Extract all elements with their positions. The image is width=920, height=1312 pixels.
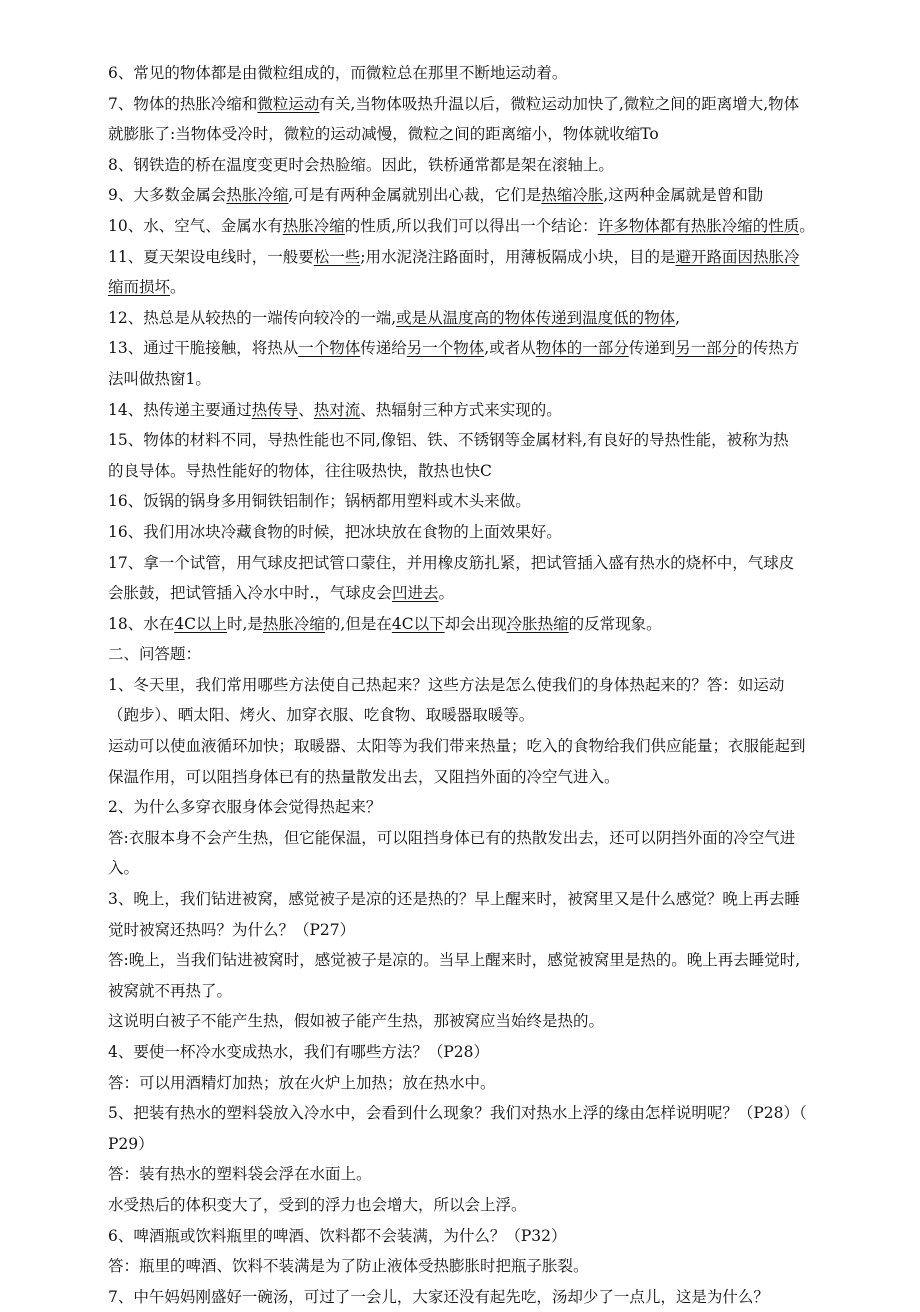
text-line [108, 639, 880, 670]
text-segment: 6、常见的物体都是由微粒组成的，而微粒总在那里不断地运动着。 [108, 64, 568, 82]
text-segment: ,这两种金属就是曾和勖 [603, 186, 764, 205]
text-line [108, 915, 880, 946]
text-segment: 15、物体的材料不同，导热性能也不同,像铝、铁、不锈钢等金属材料,有良好的导热性能，被称为热 [108, 431, 789, 450]
text-line [108, 150, 880, 181]
text-line [108, 945, 880, 976]
text-line [108, 976, 880, 1007]
text-segment: 4、要使一杯冷水变成热水，我们有哪些方法？（P28） [108, 1043, 490, 1061]
text-line [108, 211, 880, 242]
text-segment: 1、冬天里，我们常用哪些方法使自己热起来？这些方法是怎么使我们的身体热起来的？答：如运动 [108, 675, 785, 694]
text-line [108, 180, 880, 211]
underlined-answer: 热胀冷缩 [226, 186, 289, 205]
text-segment: 12、热总是从较热的一端传向较冷的一端, [108, 308, 397, 327]
text-line [108, 425, 880, 456]
text-line [108, 517, 880, 548]
text-line [108, 333, 880, 364]
underlined-answer: 热缩冷胀 [541, 186, 604, 205]
text-segment: 的,但是在 [324, 614, 392, 633]
text-line [108, 89, 880, 120]
text-line [108, 1221, 880, 1252]
underlined-answer: 另一个物体 [406, 339, 485, 358]
text-segment: 13、通过干脆接触，将热从 [108, 339, 299, 358]
text-segment: 传递给 [360, 339, 407, 358]
text-line [108, 1037, 880, 1068]
text-segment: 觉时被窝还热吗？为什么？（P27） [108, 920, 356, 939]
text-segment: 2、为什么多穿衣服身体会觉得热起来？ [108, 798, 382, 817]
text-segment: 16、我们用冰块冷藏食物的时候，把冰块放在食物的上面效果好。 [108, 522, 562, 541]
text-segment: 二、问答题： [108, 645, 202, 664]
text-segment: 3、晚上，我们钻进被窝，感觉被子是凉的还是热的？早上醒来时，被窝里又是什么感觉？晚上再去睡 [108, 890, 800, 909]
text-segment: 时,是 [226, 614, 263, 633]
text-segment: 。 [170, 278, 186, 297]
text-segment: 会胀鼓，把试管插入冷水中时.，气球皮会 [108, 584, 392, 603]
text-segment: 9、大多数金属会 [108, 186, 227, 205]
text-segment: 答:晚上，当我们钻进被窝时，感觉被子是凉的。当早上醒来时，感觉被窝里是热的。晚上再去睡觉时, [108, 951, 801, 970]
text-line [108, 792, 880, 823]
text-line [108, 700, 880, 731]
text-line [108, 364, 880, 395]
text-line [108, 731, 880, 762]
text-segment: 、热辐射三种方式来实现的。 [360, 400, 562, 419]
document-body [108, 58, 880, 1312]
text-segment: 5、把装有热水的塑料袋放入冷水中，会看到什么现象？我们对热水上浮的缘由怎样说明呢？（P28）（ [108, 1104, 807, 1123]
text-segment: 答：瓶里的啤酒、饮料不装满是为了防止液体受热膨胀时把瓶子胀裂。 [108, 1257, 589, 1276]
underlined-answer: 4C以上 [174, 614, 227, 633]
text-segment: , [675, 308, 681, 327]
text-line [108, 486, 880, 517]
text-segment: 答：装有热水的塑料袋会浮在水面上。 [108, 1165, 372, 1184]
text-segment: 8、钢铁造的桥在温度变更时会热脸缩。因此，铁桥通常都是架在滚轴上。 [108, 155, 614, 174]
text-segment: 运动可以使血液循环加快；取暖器、太阳等为我们带来热量；吃入的食物给我们供应能量；衣服能起到 [108, 737, 806, 756]
underlined-answer: 一个物体 [298, 339, 361, 358]
text-line [108, 548, 880, 579]
underlined-answer: 4C以下 [391, 614, 445, 633]
text-line [108, 670, 880, 701]
text-segment: 的传热方 [737, 339, 800, 358]
text-segment: 被窝就不再热了。 [108, 981, 233, 1000]
text-segment: 的性质,所以我们可以得出一个结论： [344, 216, 598, 235]
underlined-answer: 避开路面因热胀冷 [675, 247, 800, 266]
text-segment: 的反常现象。 [568, 614, 662, 633]
text-segment: 水受热后的体积变大了，受到的浮力也会增大，所以会上浮。 [108, 1195, 527, 1214]
text-segment: 保温作用，可以阻挡身体已有的热量散发出去，又阻挡外面的冷空气进入。 [108, 767, 620, 786]
text-line [108, 853, 880, 884]
underlined-answer: 热对流 [313, 400, 361, 419]
underlined-answer: 物体的一部分 [535, 339, 629, 358]
text-segment: 14、热传递主要通过 [108, 400, 252, 419]
text-segment: （跑步）、晒太阳、烤火、加穿衣服、吃食物、取暖器取暖等。 [108, 706, 535, 725]
text-line [108, 272, 880, 303]
text-line [108, 1159, 880, 1190]
text-segment: 6、啤酒瓶或饮料瓶里的啤酒、饮料都不会装满，为什么？（P32） [108, 1226, 567, 1245]
text-line [108, 762, 880, 793]
text-segment: 。 [438, 584, 454, 603]
text-segment: 入。 [108, 859, 140, 878]
text-segment: P29） [108, 1134, 154, 1153]
text-line [108, 58, 880, 89]
text-line [108, 1098, 880, 1129]
text-segment: 就膨胀了:当物体受冷时，微粒的运动减慢，微粒之间的距离缩小，物体就收缩To [108, 125, 659, 144]
text-line [108, 884, 880, 915]
text-line [108, 609, 880, 640]
underlined-answer: 许多物体都有热胀冷缩的性质 [597, 216, 800, 235]
text-line [108, 242, 880, 273]
text-line [108, 119, 880, 150]
text-line [108, 1251, 880, 1282]
text-segment: 、 [298, 400, 314, 419]
text-segment: 却会出现 [444, 614, 507, 633]
underlined-answer: 另一部分 [675, 339, 738, 358]
text-segment: 答:衣服本身不会产生热，但它能保温，可以阻挡身体已有的热散发出去，还可以阴挡外面的冷空气进 [108, 828, 796, 847]
text-segment: 的良导体。导热性能好的物体，往往吸热快，散热也快C [108, 461, 492, 480]
text-segment: 。 [799, 216, 815, 235]
text-segment: 16、饭锅的锅身多用铜铁铝制作；锅柄都用塑料或木头来做。 [108, 492, 531, 511]
text-line [108, 1129, 880, 1160]
text-line [108, 456, 880, 487]
text-line [108, 303, 880, 334]
text-segment: 这说明白被子不能产生热，假如被子能产生热，那被窝应当始终是热的。 [108, 1012, 605, 1031]
text-segment: 法叫做热窗1。 [108, 369, 211, 388]
text-segment: ,或者从 [484, 339, 536, 358]
text-segment: 7、物体的热胀冷缩和 [108, 94, 258, 113]
underlined-answer: 冷胀热缩 [506, 614, 569, 633]
underlined-answer: 热胀冷缩 [282, 216, 345, 235]
underlined-answer: 凹进去 [391, 584, 439, 603]
text-line [108, 1006, 880, 1037]
text-line [108, 1190, 880, 1221]
underlined-answer: 松一些 [313, 247, 361, 266]
text-segment: 11、夏天架设电线时，一般要 [108, 247, 314, 266]
text-segment: ,可是有两种金属就别出心裁，它们是 [288, 186, 542, 205]
text-line [108, 578, 880, 609]
underlined-answer: 或是从温度高的物体传递到温度低的物体 [396, 308, 676, 327]
text-line [108, 395, 880, 426]
text-line [108, 1282, 880, 1312]
text-line [108, 1068, 880, 1099]
text-segment: 有关,当物体吸热升温以后，微粒运动加快了,微粒之间的距离增大,物体 [319, 94, 800, 113]
text-segment: 10、水、空气、金属水有 [108, 216, 283, 235]
text-segment: 答：可以用酒精灯加热；放在火炉上加热；放在热水中。 [108, 1073, 496, 1092]
text-segment: ;用水泥浇注路面时，用薄板隔成小块，目的是 [360, 247, 676, 266]
text-line [108, 823, 880, 854]
text-segment: 7、中午妈妈刚盛好一碗汤，可过了一会儿，大家还没有起先吃，汤却少了一点儿，这是为什么？ [108, 1287, 769, 1306]
underlined-answer: 热传导 [251, 400, 299, 419]
text-segment: 17、拿一个试管，用气球皮把试管口蒙住，并用橡皮筋扎紧，把试管插入盛有热水的烧杯中，气球皮 [108, 553, 795, 572]
underlined-answer: 缩而损坏 [108, 278, 171, 297]
text-segment: 传递到 [628, 339, 676, 358]
underlined-answer: 热胀冷缩 [262, 614, 325, 633]
text-segment: 18、水在 [108, 614, 175, 633]
underlined-answer: 微粒运动 [257, 94, 320, 113]
